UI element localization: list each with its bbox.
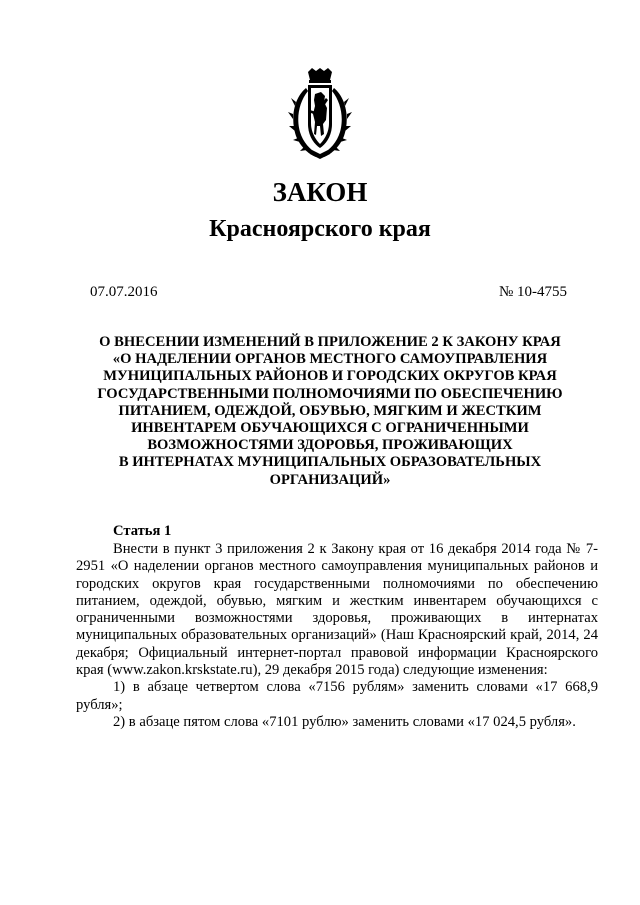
article-heading: Статья 1 [113,523,172,539]
law-name-line: «О НАДЕЛЕНИИ ОРГАНОВ МЕСТНОГО САМОУПРАВЛЕНИЯ [112,351,548,368]
document-region: Красноярского края [209,216,431,242]
article-paragraph: 1) в абзаце четвертом слова «7156 рублям» заменить словами «17 668,9 рубля»; [76,679,598,713]
law-name-line: ИНВЕНТАРЕМ ОБУЧАЮЩИХСЯ С ОГРАНИЧЕННЫМИ [131,420,529,437]
law-date: 07.07.2016 [90,284,158,300]
law-number: № 10-4755 [498,284,567,300]
document-title: ЗАКОН [272,177,368,207]
law-name-line: ГОСУДАРСТВЕННЫМИ ПОЛНОМОЧИЯМИ ПО ОБЕСПЕЧЕНИЮ [97,385,563,402]
article-body [76,541,598,731]
law-name-line: МУНИЦИПАЛЬНЫХ РАЙОНОВ И ГОРОДСКИХ ОКРУГОВ КРАЯ [103,368,557,385]
law-name-line: О ВНЕСЕНИИ ИЗМЕНЕНИЙ В ПРИЛОЖЕНИЕ 2 К ЗАКОНУ КРАЯ [99,334,561,350]
law-name-line: ВОЗМОЖНОСТЯМИ ЗДОРОВЬЯ, ПРОЖИВАЮЩИХ [147,437,513,454]
article-paragraph: Внести в пункт 3 приложения 2 к Закону края от 16 декабря 2014 года № 7-2951 «О наделении органов местного самоуправления муниципальных районов и городских округов края государственными полномочиями по обеспечению питанием, одеждой, обувью, мягким и жестким инвентарем обучающихся с ограниченными возможностями здоровья, проживающих в интернатах муниципальных образовательных организаций» (Наш Красноярский край, 2014, 24 декабря; Официальный интернет-портал правовой информации Красноярского края (www.zakon.krskstate.ru), 29 декабря 2015 года) следующие изменения: [76,541,598,679]
coat-of-arms-icon [288,68,352,160]
law-name-line: В ИНТЕРНАТАХ МУНИЦИПАЛЬНЫХ ОБРАЗОВАТЕЛЬНЫХ [118,454,542,471]
law-name-line: ОРГАНИЗАЦИЙ» [269,471,391,488]
law-name-heading [80,334,580,489]
article-paragraph: 2) в абзаце пятом слова «7101 рублю» заменить словами «17 024,5 рубля». [113,713,576,730]
law-name-line: ПИТАНИЕМ, ОДЕЖДОЙ, ОБУВЬЮ, МЯГКИМ И ЖЕСТКИМ [118,402,542,419]
